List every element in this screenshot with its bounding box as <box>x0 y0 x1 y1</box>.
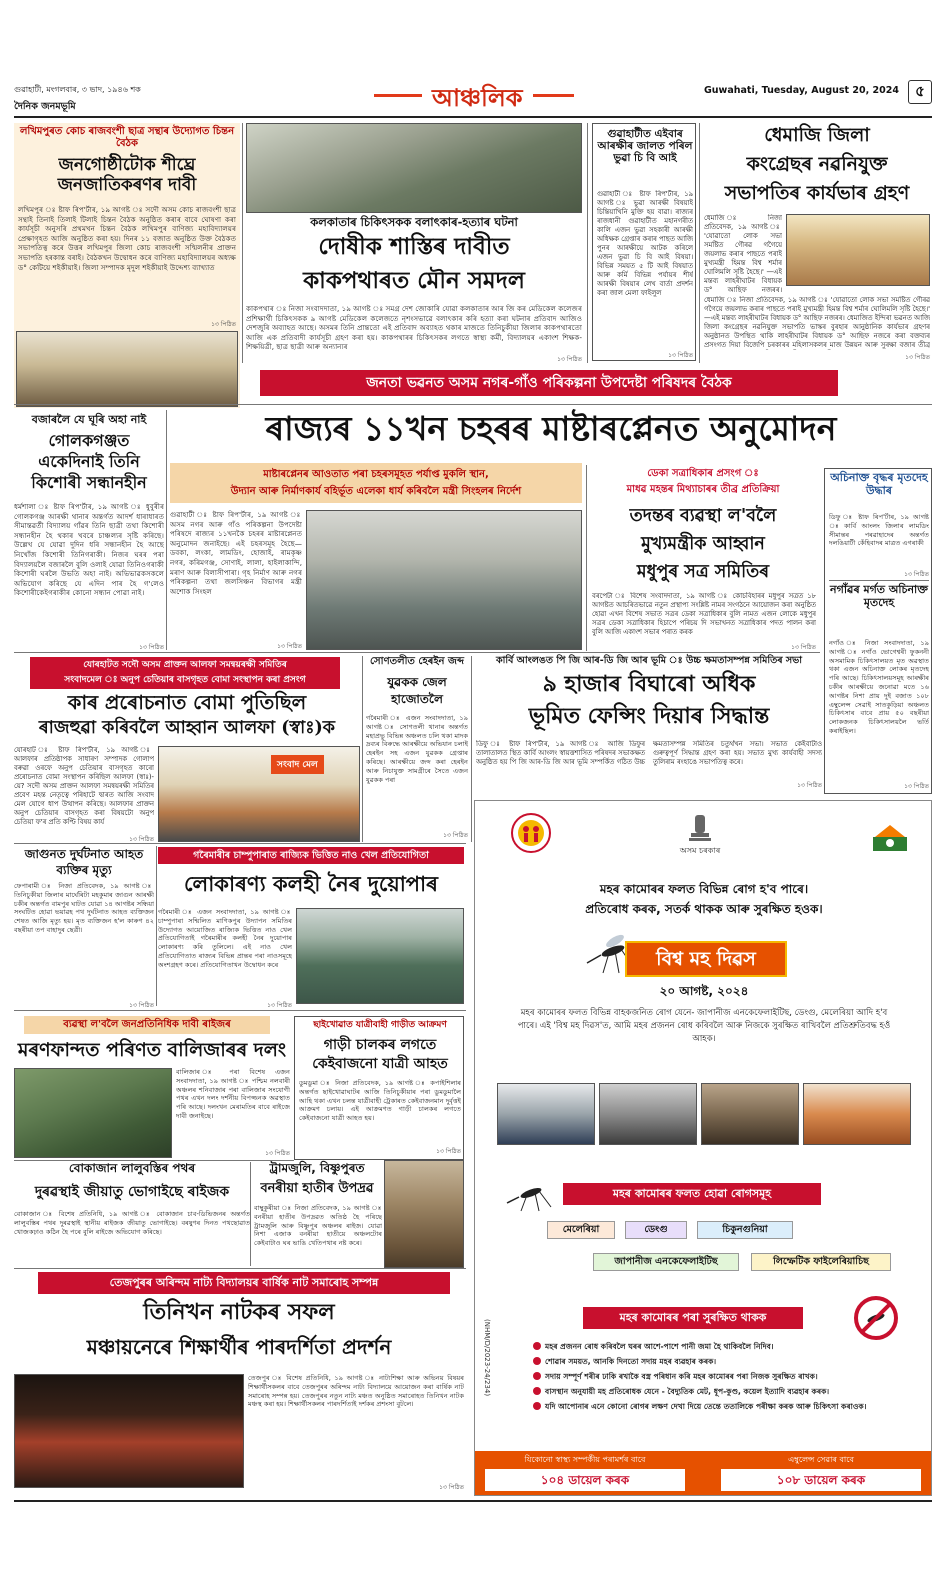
elephant-kicker: ট্ৰামজুলি, বিষ্ণুপুৰত <box>269 1161 365 1175</box>
protect-title: মহৰ কামোৰৰ পৰা সুৰক্ষিত থাকক <box>583 1307 803 1329</box>
story-headline-dhemaji-1: ধেমাজি জিলা <box>764 124 870 146</box>
tip-text: বাসস্থান অনুযায়ী মহ প্ৰতিৰোধক যেনে - বৈদ্যুতিক মেট, ধূপ-কুণ্ড, কয়েল ইত্যাদি ব্যৱহাৰ কৰক। <box>545 1387 830 1396</box>
footer-right-number: ১০৮ ডায়েল কৰক <box>721 1469 921 1491</box>
story-headline-dhemaji-2: কংগ্ৰেছৰ নৱনিযুক্ত <box>746 153 888 175</box>
planter-photo <box>803 1083 911 1145</box>
tip-text: শোৱাৰ সময়ত, আনকি দিনতো সদায় মহৰ ব্যৱহাৰ কৰক। <box>545 1357 717 1366</box>
story-body: লখিমপুৰ ঃ ষ্টাফ ৰিপ'ৰ্টাৰ, ১৯ আগষ্ট ঃ সদৌ অসম কোচ ৰাজবংশী ছাত্ৰ সন্থাই তিনাই তিলাই টিলাই চিন্তন বৈঠক অনুষ্ঠিত কৰাৰ বাবে ঘোষণা কৰা কাৰ্যসূচী অনুসৰি প্ৰথমখন চিন্তন বৈঠক লখিমপুৰ বাণিজ্য মহাবিদ্যালয়ৰ প্ৰেক্ষাগৃহত আজি অনুষ্ঠিত কৰা হয়। দিনৰ ১১ বজাত অনুষ্ঠিত উক্ত বৈঠকত সভাপতিত্ব কৰে উত্তৰ লখিমপুৰ জিলা কোচ ৰাজবংশী সন্মিলনীৰ প্ৰাক্তন সভাপতি হৰকান্ত বৰাই। বৈঠকখন উদ্বোধন কৰে বাণিজ্য মহাবিদ্যালয়ৰ অধ্যক্ষ ড° কেটিয়ে শইকীয়াই। জিলা সম্পাদক মৃদুল শইকীয়াই উদ্দেশ্য ব্যাখ্যাত <box>18 205 236 272</box>
fencing-body: ডিফু ঃ ষ্টাফ ৰিপ'ৰ্টাৰ, ১৯ আগষ্ট ঃ আজি ডিফুৰ তালাতালত স্থিত কাৰ্বি আংলং স্বায়ত্তশাসিত পৰিষদৰ সভাকক্ষত অনুষ্ঠিত হয় পি জি আৰ-ডি জি আৰ ভূমি সম্পৰ্কিত গঠিত উচ্চ ক্ষমতাসম্পন্ন সমিতিৰ চতুৰ্থখন সভা। সভাত কেইবাটাও গুৰুত্বপূৰ্ণ সিদ্ধান্ত গ্ৰহণ কৰা হয়। সভাত মুখ্য কাৰ্যবাহী সদস্য তুলিৰাম ৰংহাঙে সভাপতিত্ব কৰে। <box>476 740 822 766</box>
bokajan-kicker: বোকাজান লালুবস্তিৰ পথৰ <box>68 1161 196 1175</box>
disease-dengue: ডেংগু <box>625 1221 687 1239</box>
story-byline-body-found: ১৩ পিঠিত <box>904 571 929 578</box>
ad-line2: প্ৰতিৰোধ কৰক, সতৰ্ক থাকক আৰু সুৰক্ষিত হওক। <box>585 902 823 916</box>
row-rule <box>14 843 466 844</box>
lead-byline: ১৩ পিঠিত <box>277 643 302 650</box>
ad-date: ২০ আগষ্ট, ২০২৪ <box>659 984 749 998</box>
story-body-golakganj: ধৰ্মশালা ঃ ষ্টাফ ৰিপ'ৰ্টাৰ, ১৯ আগষ্ট ঃ ধুবুৰীৰ গোলকগঞ্জ আৰক্ষী থানাৰ অন্তৰ্গত আদৰ্শ ধাৰাধাৰত সীমান্তৱৰ্তী বিদ্যালয় গাঁৱৰ তিনি ছাত্ৰী তথা কিশোৰী সন্ধানহীন হৈ থকাৰ খবৰে চাঞ্চল্যৰ সৃষ্টি কৰিছে। উল্লেখ যে যোৱা দুদিন ধৰি সন্ধানহীন হৈ আছে নিখোঁজ কিশোৰী তিনিগৰাকী। নিজৰ ঘৰৰ পৰা বিদ্যালয়লৈ বজাৰলৈ বুলি ওলাই যোৱা তিনিওগৰাকী কিশোৰী ঘৰলৈ উভতি অহা নাই। অভিভাৱকসকলে অভিযোগ কৰিছে যে এদিন পাৰ হৈ গ'লেও কিশোৰীকেইগৰাকীৰ কোনো সন্ধান পোৱা নাই। <box>14 502 164 598</box>
heroin-kicker: সোণতলীত হেৰইন জব্দ <box>370 656 464 667</box>
column-rule <box>586 465 587 651</box>
bridge-body: বালিজাৰ ঃ পৰা বিশেষ এজন সংবাদদাতা, ১৯ আগষ্ট ঃ পশ্চিম নলবাৰী অঞ্চলৰ শনিবাজাৰ পৰা বালিজাৰ সংযোগী পথৰ এখন দলং দৰ্শনীয় বিপজ্জনক অৱস্থাত পৰি আছে। দলংখন মেৰামতিৰ বাবে ৰাইজে দাবী জনাইছে। <box>176 1068 290 1120</box>
story-headline-kolkata-1: দোষীক শাস্তিৰ দাবীত <box>318 233 510 260</box>
water-tank-photo <box>497 1083 595 1145</box>
row-rule <box>14 652 820 653</box>
meeting-banner: জনতা ভৱনত অসম নগৰ-গাঁও পৰিকল্পনা উপদেষ্টা পৰিষদৰ বৈঠক <box>260 370 838 396</box>
section-title: আঞ্চলিক <box>422 80 533 120</box>
bridge-photo <box>14 1068 172 1158</box>
lead-body: গুৱাহাটী ঃ ষ্টাফ ৰিপ'ৰ্টাৰ, ১৯ আগষ্ট ঃ অসম নগৰ আৰু গাঁও পৰিকল্পনা উপদেষ্টা পৰিষদে ৰাজ্যৰ ১১খনকৈ চহৰৰ মাষ্টাৰপ্লেনত অনুমোদন জনাইছে। এই চহৰসমূহ হৈছে— ডবকা, লংকা, লামডিং, হোজাই, ৰামকৃষ্ণ নগৰ, কৰিমগঞ্জ, সোণাই, লালা, হাইলাকান্দি, মৰাণ আৰু বিলাসীপাৰা। গৃহ নিৰ্মাণ আৰু নগৰ পৰিকল্পনা তথা জলসিঞ্চন বিভাগৰ মন্ত্ৰী অশোক সিংহল <box>170 510 302 596</box>
tip-text: মহৰ প্ৰজনন ৰোধ কৰিবলৈ ঘৰৰ আশে-পাশে পানী জমা হৈ থাকিবলৈ নিদিব। <box>545 1342 774 1351</box>
tip-item <box>533 1341 913 1352</box>
story-headline-kolkata-2: কাকপথাৰত মৌন সমদল <box>303 267 525 294</box>
story-headline-dhemaji-3: সভাপতিৰ কাৰ্যভাৰ গ্ৰহণ <box>724 182 910 204</box>
row-rule <box>14 1160 294 1161</box>
story-headline-madhupur-3: মধুপুৰ সত্ৰ সমিতিৰ <box>636 562 770 582</box>
column-rule <box>362 656 363 842</box>
story-fake-cbi <box>592 123 696 361</box>
story-body: গুৱাহাটী ঃ ষ্টাফ ৰিপ'ৰ্টাৰ, ১৯ আগষ্ট ঃ ভুৱা আৰক্ষী বিষয়াই চিন্তিয়াখিনি মুক্তি হয় বাৱা। ৰাজ্যৰ ৰাজধানী গুৱাহাটীত মহানগৰীত কালি এজন ভুৱা সহকাৰী আৰক্ষী অধিক্ষক গ্ৰেপ্তাৰ কৰাৰ পাছত আজি পুনৰ আৰক্ষীয়ে আটক কৰিলে এজন ভুৱা চি বি আই বিষয়া। বিভিন্ন সময়ত ৫ টি আই বিষয়াত আৰু কৰ্মি বিভিন্ন পৰ্যায়ৰ শীৰ্ষ আৰক্ষী বিষয়াৰ লেখ বাৰ্তা প্ৰদৰ্শন কৰা জাল মেলা ফাইলুল <box>597 190 693 297</box>
vehicle-attack-box <box>294 1016 464 1160</box>
footer-right-label: এম্বুলেন্স সেৱাৰ বাবে <box>788 1455 854 1464</box>
ad-line1: মহৰ কামোৰৰ ফলত বিভিন্ন ৰোগ হ'ব পাৰে। <box>599 882 809 896</box>
emblem-icon <box>685 811 715 843</box>
vehicle-attack-headline-2: কেইবাজনো যাত্ৰী আহত <box>312 1056 448 1072</box>
lead-headline: ৰাজ্যৰ ১১খন চহৰৰ মাষ্টাৰপ্লেনত অনুমোদন <box>265 409 837 448</box>
disease-malaria: মেলেৰিয়া <box>547 1221 615 1239</box>
elephant-body: বাম্বুকুৰীয়া ঃ নিজা প্ৰতিবেদক, ১৯ আগষ্ট ঃ বনৰীয়া হাতীৰ উপদ্ৰৱত অতিষ্ঠ হৈ পৰিছে ট্ৰামজুলি আৰু বিষ্ণুপুৰ অঞ্চলৰ ৰাইজ। যোৱা নিশা এজাক বনৰীয়া হাতীয়ে অঞ্চলটোৰ কেইবাটাও ঘৰ ভাঙি খেতিপথাৰ নষ্ট কৰে। <box>254 1204 382 1248</box>
date-line: গুৱাহাটী, মংগলবাৰ, ৩ ভাদ, ১৯৪৬ শক <box>14 85 141 94</box>
right-column-box <box>824 468 932 794</box>
row-rule <box>14 1268 466 1269</box>
drama-byline: ১৩ পিঠিত <box>439 1484 464 1491</box>
story-kicker-madhupur-1: ডেকা সত্ৰাধিকাৰ প্ৰসংগ ঃ <box>647 468 759 479</box>
ad-footer <box>475 1451 931 1495</box>
vehicle-attack-headline-1: গাড়ী চালকৰ লগতে <box>323 1037 437 1053</box>
story-headline-madhupur-2: মুখ্যমন্ত্ৰীক আহ্বান <box>641 534 765 554</box>
story-kicker-madhupur-2: মাধৱ মহন্তৰ মিথ্যাচাৰৰ তীব্ৰ প্ৰতিক্ৰিয়া <box>626 484 780 495</box>
paper-name: দৈনিক জনমভূমি <box>14 101 76 112</box>
bokajan-body: বোকাজান ঃ বিশেষ প্ৰতিনিধি, ১৯ আগষ্ট ঃ বোকাজান চাব-ডিভিজনৰ অন্তৰ্গত লালুবস্তিৰ পথৰ দুৰৱস্থাই স্থানীয় ৰাইজক জীয়াতু ভোগাইছে। বৰষুণৰ দিনত পথছোৱাত খোজকঢ়াও কঠিন হৈ পৰে বুলি ৰাইজে অভিযোগ কৰিছে। <box>14 1210 250 1236</box>
story-kicker: গুৱাহাটীত এইবাৰ আৰক্ষীৰ জালত পৰিল ভুৱা চি বি আই <box>597 128 693 165</box>
mosquito-icon-small <box>505 1173 555 1213</box>
column-rule <box>242 123 243 363</box>
bridge-headline: মৰণফান্দত পৰিণত বালিজাৰৰ দলং <box>17 1039 287 1061</box>
dhemaji-photo <box>786 214 930 286</box>
boatrace-kicker: গৰৈমাৰীৰ চাম্পুপাৰাত ৰাজ্যিক ভিত্তিত নাও খেল প্ৰতিযোগিতা <box>158 847 464 864</box>
boatrace-headline: লোকাৰণ্য কলহী নৈৰ দুয়োপাৰ <box>184 871 438 896</box>
diseases-title: মহৰ কামোৰৰ ফলত হোৱা ৰোগসমূহ <box>563 1183 821 1205</box>
heroin-body: গৰৈমাৰী ঃ এজন সংবাদদাতা, ১৯ আগষ্ট ঃ সোণতলী থানাৰ অন্তৰ্গত মহাপ্ৰভু বিভিন্ন অঞ্চলত চলি থকা মাদক দ্ৰব্যৰ বিৰুদ্ধে আৰক্ষীয়ে অভিযান চলাই হেৰইন সহ এজন যুৱকক গ্ৰেপ্তাৰ কৰিছে। আৰক্ষীয়ে জব্দ কৰা হেৰইন আৰু নিচাযুক্ত সামগ্ৰীৰে সৈতে এজন যুৱকক পৰা <box>366 714 468 784</box>
protest-photo <box>246 123 582 213</box>
conference-photo <box>306 510 582 650</box>
bridge-kicker: ব্যৱস্থা ল'বলৈ জনপ্ৰতিনিধিক দাবী ৰাইজৰ <box>24 1016 270 1034</box>
ad-code-wrap <box>481 1321 493 1441</box>
nhm-logo <box>511 813 551 853</box>
story-byline-kolkata: ১৩ পিঠিত <box>557 356 582 363</box>
disease-je: জাপানীজ এনকেফেলাইটিছ <box>593 1253 739 1271</box>
ulfa-kicker-line2: সংবাদমেল ঃ অনুপ চেতিয়াৰ বাসগৃহত বোমা সংস্থাপন কৰা প্ৰসংগ <box>64 675 306 685</box>
ad-title: বিশ্ব মহ দিৱস <box>625 941 787 977</box>
jagun-body: ফেপাৰামী ঃ নিজা প্ৰতিবেদক, ১৯ আগষ্ট ঃ তিনিচুকীয়া জিলাৰ মাৰ্ঘেৰিটা মহকুমাৰ জাগুন আৰক্ষী চকীৰ অন্তৰ্গত বামপুৰ ঘাটত যোৱা ১৪ আগষ্টৰ সন্ধিয়া সংঘটিত হোৱা ভয়াৱহ পথ দুৰ্ঘটনাত আহত ব্যক্তিজন শেষত আজি মৃত্যু হয়। মৃত ব্যক্তিজন হ'ল কাৰুণ ৪২ বছৰীয়া তপ বাহাদুৰ ছেত্ৰী। <box>14 882 154 934</box>
ulfa-kicker-box <box>30 657 340 689</box>
story-kicker-body-found: অচিনাক্ত বৃদ্ধৰ মৃতদেহ উদ্ধাৰ <box>830 471 928 497</box>
ulfa-headline-1: কাৰ প্ৰৰোচনাত বোমা পুতিছিল <box>67 691 307 714</box>
bullet-icon <box>533 1342 541 1350</box>
heroin-byline: ১৩ পিঠিত <box>443 832 468 839</box>
fencing-headline-1: ৯ হাজাৰ বিঘাৰো অধিক <box>542 671 756 697</box>
bokajan-headline: দুৰৱস্থাই জীয়াতু ভোগাইছে ৰাইজক <box>34 1184 230 1200</box>
column-rule <box>699 123 700 363</box>
page-number: ৫ <box>908 80 932 104</box>
footer-left-number: ১০৪ ডায়েল কৰক <box>485 1469 685 1491</box>
lead-subhead <box>170 463 582 503</box>
column-rule <box>250 1162 251 1266</box>
story-kicker-kolkata: কলকাতাৰ চিকিৎসকক বলাৎকাৰ-হত্যাৰ ঘটনা <box>310 215 518 229</box>
disease-chikungunya: চিকুনগুনিয়া <box>697 1221 793 1239</box>
lead-subhead-line1: মাষ্টাৰপ্লেনৰ আওতাত পৰা চহৰসমূহত পৰ্যাপ্ত মুকলি স্থান, <box>263 469 489 480</box>
jagun-kicker: জাগুনত দুৰ্ঘটনাত আহত ব্যক্তিৰ মৃত্যু <box>24 847 144 877</box>
story-byline-nagaon-morgue: ১৩ পিঠিত <box>904 783 929 790</box>
story-headline: জনগোষ্ঠীটোক শীঘ্ৰে জনজাতিকৰণৰ দাবী <box>57 155 197 195</box>
tip-item <box>533 1356 913 1367</box>
story-body-madhupur: বৰপেটা ঃ বিশেষ সংবাদদাতা, ১৯ আগষ্ট ঃ কোচবিহাৰৰ মধুপুৰ সত্ৰত ১৮ আগষ্টত আচৰিতভাৱে নতুন প্ৰস্থাপ্য সংশ্লিষ্ট নামৰ সংগঠনে আয়োজন কৰা অনুষ্ঠিত হোৱা এখন বিশেষ সভাত সত্ৰৰ ডেকা সত্ৰাধিকাৰ বুলি নামত এজন লোকে মধুপুৰ সত্ৰৰ ডেকা সত্ৰাধিকাৰ হিচাপে পৰিচয় দি সভাখনত সত্ৰাধিকাৰ পদত পালন কৰা বুলি আজি একাংশ সভাৰ পৰাত কৰক <box>592 592 816 636</box>
drama-body: তেজপুৰ ঃ বিশেষ প্ৰতিনিধি, ১৯ আগষ্ট ঃ নাট্যশিক্ষা আৰু অভিনয় বিষয়ৰ শিক্ষাৰ্থীসকলৰ বাবে তেজপুৰৰ অৰিন্দম নাট্য বিদ্যালয়ে আয়োজন কৰা বাৰ্ষিক নাট সমাৰোহ সম্পন্ন হয়। তেজপুৰৰ নতুন নাট্য মঞ্চত অনুষ্ঠিত সমাৰোহত তিনিখন নাটক মঞ্চস্থ কৰা হয়। শিক্ষাৰ্থীসকলৰ পাৰদৰ্শিতাই দৰ্শকৰ প্ৰশংসা বুটলে। <box>248 1374 464 1409</box>
column-rule <box>471 656 472 842</box>
story-headline-golakganj: গোলকগঞ্জত একেদিনাই তিনি কিশোৰী সন্ধানহীন <box>31 431 147 492</box>
drama-headline-2: মঞ্চায়নেৰে শিক্ষাৰ্থীৰ পাৰদৰ্শিতা প্ৰদৰ্শন <box>86 1335 392 1359</box>
page-bottom-rule <box>14 1500 932 1502</box>
press-meet-photo <box>158 746 360 842</box>
ulfa-byline: ১৩ পিঠিত <box>129 836 154 843</box>
jagun-byline: ১৩ পিঠিত <box>129 1002 154 1009</box>
ad-paragraph: মহৰ কামোৰৰ ফলত বিভিন্ন বাহকজনিত ৰোগ যেনে- জাপানীজ এনকেফেলাইটিছ, ডেংগু, মেলেৰিয়া আদি হ'ব পাৰে। এই 'বিশ্ব মহ দিৱস'ত, আমি মহৰ প্ৰজনন ৰোধ কৰিবলৈ আৰু নিজকে সুৰক্ষিত ৰাখিবলৈ প্ৰতিশ্ৰুতিবদ্ধ হওঁ আহক। <box>517 1008 891 1044</box>
mosquito-day-ad <box>474 800 932 1496</box>
mission-logo-right <box>871 823 909 853</box>
story-body-dhemaji-col2: ধেমাজি ঃ নিজা প্ৰতিবেদক, ১৯ আগষ্ট ঃ 'যোৱাতো লোক সভা সমষ্টিত গৌৰৱ গগৈয়ে জয়লাভ কৰাৰ পাছতে পৰাই মুখ্যমন্ত্ৰী হিমন্ত বিশ্ব শৰ্মাৰ ঘোলিমলি সৃষ্টি হৈছে।' —এই মন্তব্য লাহৰীঘাটৰ বিধায়ক ড° আছিফ নজৰৰ। ধেমাজিত ইন্দিৰা ভৱনত আজি জিলা কংগ্ৰেছৰ নৱনিযুক্ত সভাপতি ভাস্কৰ বুৰহাৰ আনুষ্ঠানিক কাৰ্যভাৰ গ্ৰহণৰ অনুষ্ঠানত উপস্থিত থাকি লাহৰীঘাটৰ বিধায়ক ড° আছিফ নজৰে কৰা বক্তব্যৰ প্ৰসংগত দিয়া বিজেপি চৰকাৰৰ মহিলাসকলৰ মাজ উন্নয়ন আৰু সুৰক্ষা বজাৰ তীব্ৰ <box>704 296 930 349</box>
vehicle-attack-body: ডুমডুমা ঃ নিজা প্ৰতিবেদক, ১৯ আগষ্ট ঃ কপাইশিলাৰ অন্তৰ্গত ছাইখোৱাঘাটৰ আজি তিনিচুকীয়াৰ পৰা ডুমডুমালৈ আহি থকা এখন চলন্ত যাত্ৰীবাহী ট্ৰেকাৰত কেইবাজনমান দুৰ্বৃত্তই আক্ৰমণ চলায়। এই আক্ৰমণত গাড়ী চালকৰ লগতে কেইবাজনো যাত্ৰী আহত হয়। <box>299 1079 461 1123</box>
lead-subhead-line2: উদ্যান আৰু নিৰ্মাণকাৰ্য বহিৰ্ভূত এলেকা ধাৰ্য কৰিবলৈ মন্ত্ৰী সিংহলৰ নিৰ্দেশ <box>230 486 522 497</box>
heroin-headline: যুৱকক জেল হাজোতলৈ <box>387 675 447 706</box>
drama-kicker: তেজপুৰৰ অৰিন্দম নাট্য বিদ্যালয়ৰ বাৰ্ষিক নাট সমাৰোহ সম্পন্ন <box>38 1272 450 1294</box>
story-body-nagaon-morgue: নগাঁও ঃ নিজা সংবাদদাতা, ১৯ আগষ্ট ঃ নগাঁও ভোগেশ্বৰী ফুকননী অসমামিক চিকিৎসালয়ত মৃত অৱস্থাত থকা এজন অচিনাক্ত লোকৰ মৃতদেহ পৰি আছে। চিকিৎসালয়সমূহ আৰক্ষীৰ চকীৰ আৰক্ষীয়ে জনোৱা মতে ১৬ আগষ্টৰ নিশা প্ৰায় দুই বজাত ১০৮ এম্বুলেন্স সেৱাই সাতকুড়িয়া অঞ্চলত চিকিৎসাৰ বাবে প্ৰায় ৫০ বছৰীয়া লোকজনক চিকিৎসালয়লৈ ভৰ্তি কৰাইছিল। <box>829 639 929 735</box>
story-body-kolkata: কাকপথাৰ ঃ নিজা সংবাদদাতা, ১৯ আগষ্ট ঃ সমগ্ৰ দেশ জোকাৰি যোৱা কলকাতাৰ আৰ জি কৰ মেডিকেল কলেজৰ প্ৰশিক্ষাৰ্থী চিকিৎসকক ৯ আগষ্ট মেডিকেল কলেজতে নৃশংসভাৱে বলাৎকাৰ কৰি হত্যা কৰা ঘটনাৰ প্ৰতিবাদ আজিও দেশজুৰি অব্যাহত আছে। অসমৰ তিনি প্ৰান্ততো এই প্ৰতিবাদ অব্যাহত থকাৰ মাজতে তিনিচুকীয়া জিলাৰ কাকপথাৰতো আজি এক প্ৰতিবাদী কাৰ্যসূচী গ্ৰহণ কৰা হয়। কাকপথাৰৰ চিকিৎসকৰ লগতে স্বাস্থ্য কৰ্মী, বিদ্যালয়ৰ একাংশ শিক্ষক-শিক্ষয়িত্ৰী, ছাত্ৰ ছাত্ৰী আৰু অন্যান্যৰ <box>246 304 582 352</box>
tips-list <box>533 1341 913 1416</box>
bullet-icon <box>533 1357 541 1365</box>
tip-text: সদায় সম্পূৰ্ণ শৰীৰ ঢাকি ৰখাকৈ বস্ত্ৰ পৰিধান কৰি মহৰ কামোৰৰ পৰা নিজক সুৰক্ষিত ৰাখক। <box>545 1372 818 1381</box>
vehicle-attack-byline: ১৩ পিঠিত <box>436 1148 461 1155</box>
vehicle-attack-kicker: ছাইখোৱাত যাত্ৰীবাহী গাড়ীত আক্ৰমণ <box>313 1020 447 1030</box>
story-byline-dhemaji: ১৩ পিঠিত <box>905 354 930 361</box>
ulfa-headline-2: ৰাজহুৱা কৰিবলৈ আহ্বান আলফা (স্বাঃ)ক <box>38 718 336 738</box>
story-byline: ১৩ পিঠিত <box>668 352 693 359</box>
bridge-byline: ১৩ পিঠিত <box>265 1150 290 1157</box>
story-headline-madhupur-1: তদন্তৰ ব্যৱস্থা ল'বলৈ <box>629 506 777 526</box>
disease-filariasis: লিম্ফেটিক ফাইলেৰিয়াচিছ <box>751 1253 891 1271</box>
bullet-icon <box>533 1372 541 1380</box>
drama-headline-1: তিনিখন নাটকৰ সফল <box>143 1299 335 1325</box>
boatrace-photo <box>296 908 464 1004</box>
tip-item <box>533 1371 913 1382</box>
elephant-damage-photo <box>384 1160 464 1268</box>
english-date: Guwahati, Tuesday, August 20, 2024 <box>704 85 899 96</box>
meeting-photo <box>16 331 238 407</box>
column-rule <box>587 123 588 363</box>
tip-text: যদি আপোনাৰ এনে কোনো ৰোগৰ লক্ষণ দেখা দিয়ে তেন্তে ততালিকে পৰীক্ষা কৰক আৰু চিকিৎসা কৰাওক। <box>545 1402 867 1411</box>
tyre-photo <box>599 1083 697 1145</box>
press-meet-banner: সংবাদ মেল <box>271 755 324 774</box>
boatrace-body: গৰৈমাৰী ঃ এজন সংবাদদাতা, ১৯ আগষ্ট ঃ চাম্পুপাৰা সন্মিলিত মাণিকপুৰ উদ্যাপন সমিতিৰ উদ্যোগত আয়োজিত ৰাজ্যিক ভিত্তিত নাও খেল প্ৰতিযোগিতাই গৰৈমাৰীৰ কলহী নৈৰ দুয়োপাৰ লোকাৰণ্য কৰি তুলিলে। এই নাও খেল প্ৰতিযোগিতাত ৰাজ্যৰ বিভিন্ন প্ৰান্তৰ পৰা নাওসমূহে অংশগ্ৰহণ কৰে। প্ৰতিযোগিতাখন উদ্বোধন কৰে <box>158 908 292 969</box>
footer-left-label: যিকোনো স্বাস্থ্য সম্পৰ্কীয় পৰামৰ্শৰ বাবে <box>524 1455 646 1464</box>
ulfa-body: যোৰহাট ঃ ষ্টাফ ৰিপ'ৰ্টাৰ, ১৯ আগষ্ট ঃ আলফাৰ প্ৰতিষ্ঠাপক সাধাৰণ সম্পাদক গোলাপ বৰুৱা ওৰফে অনুপ চেতিয়াৰ বাসগৃহত কাৰো প্ৰৰোচনাত বোমা সংস্থাপন কৰিছিল আলফা (স্বাঃ)-য়ে? সদৌ অসম প্ৰাক্তন আলফা সমন্বয়ৰক্ষী সমিতিৰ প্ৰবেণ মহন্ত নেতৃত্বে পৰিহাটে দ্বাৰত আজি সংবাদ মেল যোগে ধাপ উত্থাপন কৰিছে। আলফাৰ প্ৰাক্তন অনুপ চেতিয়াৰ বাসগৃহত কৰা বিষয়টো অনুপ চেতিয়া ফ'ৰ প্ৰতি কপ্টি বিষয় কাৰ্য <box>14 746 154 826</box>
ulfa-kicker-line1: যোৰহাটত সদৌ অসম প্ৰাক্তন আলফা সমন্বয়ৰক্ষী সমিতিৰ <box>83 660 287 670</box>
story-byline: ১৩ পিঠিত <box>211 321 236 328</box>
fencing-headline-2: ভূমিত ফেন্সিং দিয়াৰ সিদ্ধান্ত <box>528 703 770 729</box>
fencing-byline: ১৩ পিঠিত <box>797 782 822 789</box>
boatrace-byline: ১৩ পিঠিত <box>267 1002 292 1009</box>
column-rule <box>166 410 167 650</box>
column-rule <box>156 846 157 1006</box>
story-kicker-golakganj: বজাৰলৈ যে ঘূৰি অহা নাই <box>31 413 147 426</box>
drama-photo <box>14 1374 244 1488</box>
elephant-headline: বনৰীয়া হাতীৰ উপদ্ৰৱ <box>260 1181 374 1196</box>
ad-code: (NHM/D/2023-24/234) <box>483 1319 491 1397</box>
masthead <box>14 80 932 120</box>
story-lakhimpur <box>14 123 240 408</box>
pot-photo <box>701 1083 799 1145</box>
tip-item <box>533 1401 913 1412</box>
story-kicker: লখিমপুৰত কোচ ৰাজবংশী ছাত্ৰ সন্থাৰ উদ্যোগত চিন্তন বৈঠক <box>19 126 235 149</box>
story-byline-madhupur: ১৩ পিঠিত <box>791 644 816 651</box>
bullet-icon <box>533 1402 541 1410</box>
gov-label: অসম চৰকাৰ <box>679 846 721 855</box>
story-body-dhemaji-col1: ধেমাজি ঃ নিজা প্ৰতিবেদক, ১৯ আগষ্ট ঃ 'যোৱাতো লোক সভা সমষ্টিত গৌৰৱ গগৈয়ে জয়লাভ কৰাৰ পাছতে পৰাই মুখ্যমন্ত্ৰী হিমন্ত বিশ্ব শৰ্মাৰ ঘোলিমলি সৃষ্টি হৈছে।' —এই মন্তব্য লাহৰীঘাটৰ বিধায়ক ড° আছিফ নজৰৰ। <box>704 214 782 294</box>
story-byline-golakganj: ১৩ পিঠিত <box>139 644 164 651</box>
row-rule <box>14 404 932 405</box>
row-rule <box>14 1010 466 1011</box>
bullet-icon <box>533 1387 541 1395</box>
section-title-block <box>374 80 574 110</box>
story-body-body-found: ডিফু ঃ ষ্টাফ ৰিপ'ৰ্টাৰ, ১৯ আগষ্ট ঃ কাৰ্বি আংলং জিলাৰ লামডিং সীমান্তৰ পৰৱাহাদেৰ অন্তৰ্গত দলঙিয়াটী কেঁহিবাদৰ মাত্ৰত এগৰাকী <box>829 513 929 548</box>
tip-item <box>533 1386 913 1397</box>
fencing-kicker: কাৰ্বি আংলঙত পি জি আৰ-ডি জি আৰ ভূমি ঃ উচ্চ ক্ষমতাসম্পন্ন সমিতিৰ সভা <box>495 655 803 666</box>
no-mosquito-icon <box>853 1295 899 1341</box>
story-kicker-nagaon-morgue: নগাঁৱৰ মৰ্গত অচিনাক্ত মৃতদেহ <box>830 583 928 609</box>
